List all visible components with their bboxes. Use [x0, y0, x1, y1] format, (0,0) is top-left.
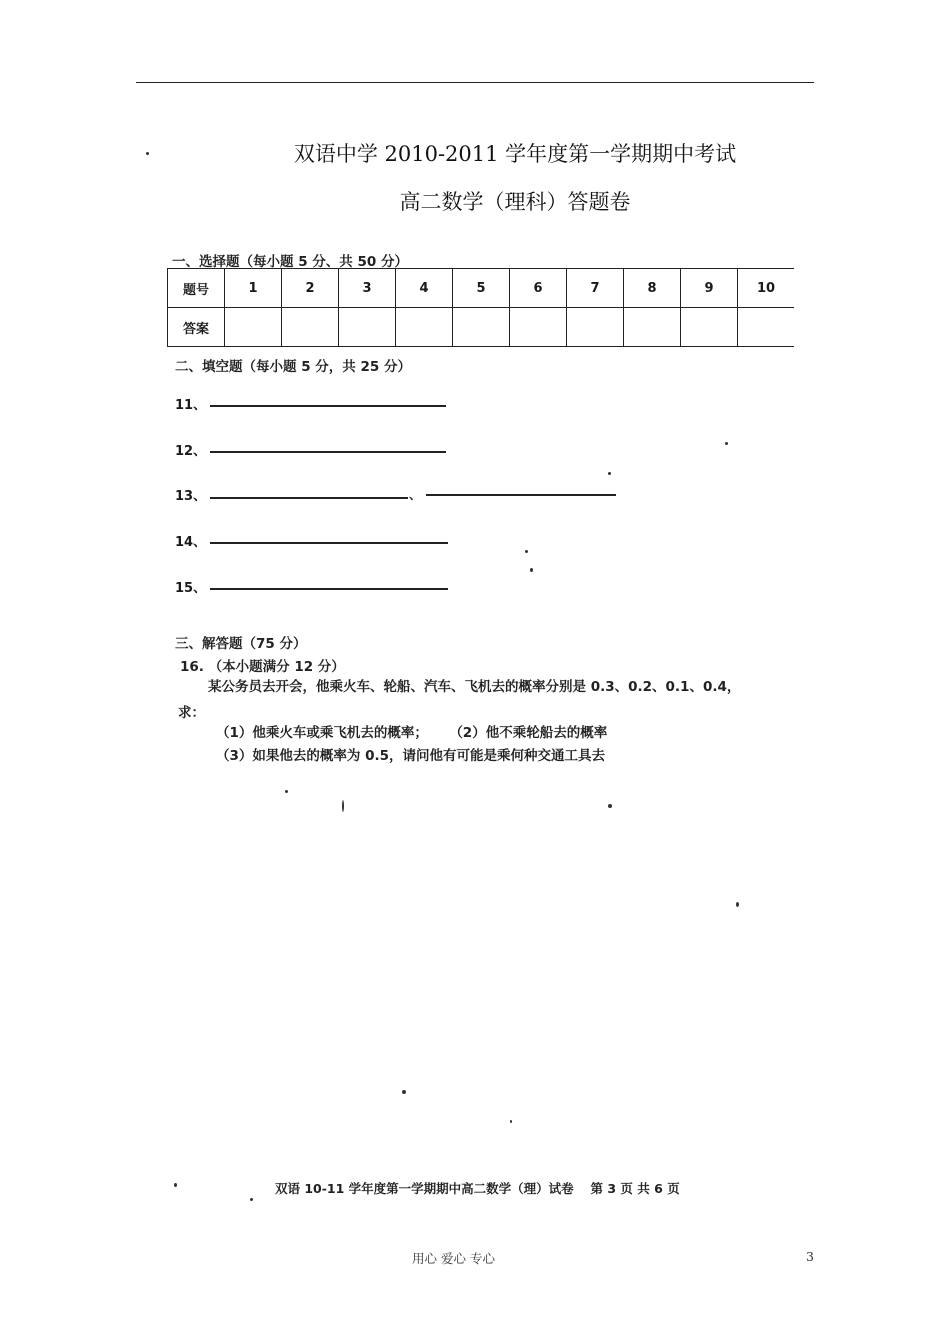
- scan-speck: [530, 568, 533, 572]
- scan-speck: [525, 550, 528, 553]
- page-number: 3: [806, 1249, 814, 1264]
- section3-heading: 三、解答题（75 分）: [175, 636, 307, 652]
- answer-cell: [453, 308, 510, 347]
- blank-number: 15、: [175, 581, 207, 596]
- scan-speck: [608, 472, 611, 475]
- answer-cell: [681, 308, 738, 347]
- answer-row: [168, 308, 795, 347]
- question-number-cell: 2: [282, 269, 339, 308]
- question-number-cell: 5: [453, 269, 510, 308]
- answer-cell: [396, 308, 453, 347]
- blank-number: 11、: [175, 398, 207, 413]
- problem-score: （本小题满分 12 分）: [208, 659, 345, 675]
- answer-cell: [624, 308, 681, 347]
- blank-answer-line: [426, 494, 616, 496]
- scan-speck: [285, 790, 288, 793]
- blank-item-11: [175, 394, 211, 413]
- row-label-number: 题号: [168, 269, 225, 308]
- exam-title: 双语中学 2010-2011 学年度第一学期期中考试: [293, 142, 737, 166]
- question-number-cell: 6: [510, 269, 567, 308]
- blank-answer-line: [210, 405, 446, 407]
- answer-cell: [738, 308, 795, 347]
- blank-answer-line: [210, 451, 446, 453]
- scan-speck: [608, 804, 612, 808]
- blank-item-15: [175, 577, 211, 596]
- document-motto: 用心 爱心 专心: [412, 1251, 495, 1266]
- question-number-cell: 10: [738, 269, 795, 308]
- problem-16-header: [180, 655, 345, 675]
- blank-number: 13、: [175, 489, 207, 504]
- blank-separator: 、: [409, 488, 422, 502]
- row-label-answer: 答案: [168, 308, 225, 347]
- scan-speck: [146, 152, 149, 155]
- problem-ask: 求：: [178, 705, 205, 721]
- scan-speck: [510, 1120, 512, 1123]
- answer-cell: [225, 308, 282, 347]
- scan-speck: [736, 902, 739, 907]
- sub-question-1: （1）他乘火车或乘飞机去的概率；: [216, 725, 428, 741]
- sub-question-1-2: [216, 721, 607, 741]
- problem-number: 16.: [180, 659, 204, 675]
- question-number-cell: 1: [225, 269, 282, 308]
- answer-cell: [339, 308, 396, 347]
- exam-footer: 双语 10-11 学年度第一学期期中高二数学（理）试卷 第 3 页 共 6 页: [275, 1181, 680, 1196]
- scan-speck: [250, 1198, 253, 1201]
- blank-answer-line: [210, 497, 408, 499]
- blank-answer-line: [210, 542, 448, 544]
- answer-cell: [510, 308, 567, 347]
- number-row: [168, 269, 795, 308]
- scan-speck: [402, 1090, 406, 1094]
- exam-subtitle: 高二数学（理科）答题卷: [399, 190, 631, 214]
- section2-heading: 二、填空题（每小题 5 分，共 25 分）: [175, 359, 411, 375]
- answer-cell: [567, 308, 624, 347]
- sub-question-2: （2）他不乘轮船去的概率: [449, 725, 608, 741]
- blank-number: 12、: [175, 444, 207, 459]
- problem-statement: 某公务员去开会，他乘火车、轮船、汽车、飞机去的概率分别是 0.3、0.2、0.1、0.4，: [208, 679, 741, 695]
- header-rule: [136, 82, 814, 83]
- scan-speck: [725, 442, 728, 445]
- question-number-cell: 8: [624, 269, 681, 308]
- blank-answer-line: [210, 588, 448, 590]
- scanned-answer-sheet: [130, 100, 820, 1220]
- blank-item-13: [175, 485, 211, 504]
- blank-item-12: [175, 440, 211, 459]
- section1-heading: 一、选择题（每小题 5 分、共 50 分）: [172, 254, 408, 270]
- blank-number: 14、: [175, 535, 207, 550]
- question-number-cell: 4: [396, 269, 453, 308]
- answer-cell: [282, 308, 339, 347]
- question-number-cell: 3: [339, 269, 396, 308]
- scan-speck: [342, 800, 344, 812]
- scan-speck: [174, 1183, 177, 1187]
- sub-question-3: （3）如果他去的概率为 0.5，请问他有可能是乘何种交通工具去: [216, 748, 606, 764]
- question-number-cell: 9: [681, 269, 738, 308]
- question-number-cell: 7: [567, 269, 624, 308]
- blank-item-14: [175, 531, 211, 550]
- choice-answer-table: [167, 268, 794, 347]
